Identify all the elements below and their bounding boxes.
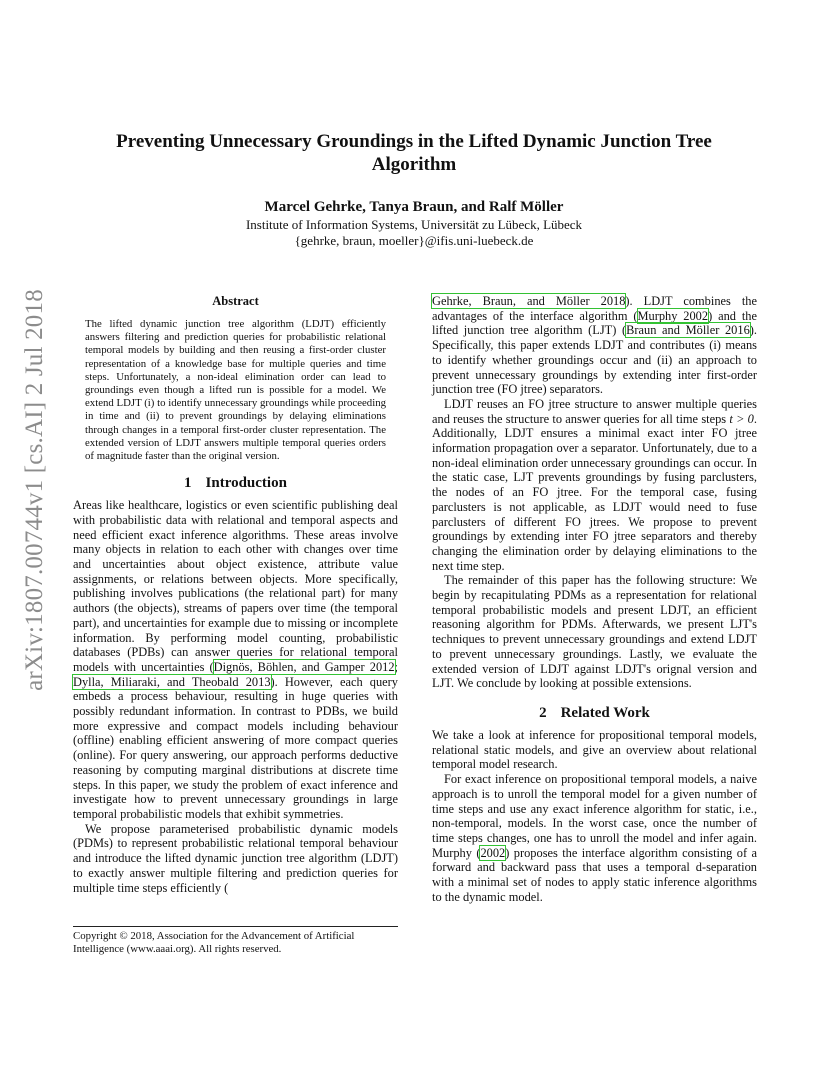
author-emails: {gehrke, braun, moeller}@ifis.uni-luebeck.de <box>294 233 534 248</box>
citation-link[interactable]: 2002 <box>480 845 506 860</box>
intro-p3-text-cont: . Additionally, LDJT ensures a minimal exact inter FO jtree information propagation over a separator. Unfortunately, due to a non-ideal elimination order unnecessary groundings can occur. In the static case, LJT prevents groundings by fusing parclusters, the nodes of an FO jtree. For the temporal case, fusing parclusters is not applicable, as LDJT would need to fuse parclusters of different FO jtrees. We propose to prevent groundings by extending inter FO jtree separators and thereby changing the elimination order by delaying eliminations to the next time step. <box>432 411 757 573</box>
copyright-footnote: Copyright © 2018, Association for the Advancement of Artificial Intelligence (www.aaai.org). All rights reserved. <box>73 926 398 956</box>
intro-p2-text-b: ). LDJT combines the advantages of the interface algorithm ( <box>432 294 757 323</box>
citation-link[interactable]: Dylla, Miliaraki, and Theobald 2013 <box>73 674 271 689</box>
intro-paragraph-3 <box>432 397 757 573</box>
citation-separator: ; <box>394 659 398 674</box>
intro-paragraph-4: The remainder of this paper has the following structure: We begin by recapitulating PDMs as a representation for relational temporal probabilistic models and present LDJT, an efficient reasoning algorithm for PDMs. Afterwards, we present LJT's techniques to prevent unnecessary groundings and extend LDJT to prevent unnecessary groundings. Lastly, we evaluate the extended version of LDJT against LDJT's orignal version and LJT. We conclude by looking at possible extensions. <box>432 573 757 691</box>
intro-paragraph-2-cont <box>432 294 757 397</box>
right-column <box>432 294 757 904</box>
abstract-text: The lifted dynamic junction tree algorithm (LDJT) efficiently answers filtering and prediction queries for probabilistic relational temporal models by building and then reusing a first-order cluster representation of a knowledge base for multiple queries and time steps. Unfortunately, a non-ideal elimination order can lead to groundings even though a lifted run is possible for a model. We extend LDJT (i) to identify unnecessary groundings while proceeding in time and (ii) to prevent groundings by delaying eliminations through changes in a temporal first-order cluster representation. The extended version of LDJT answers multiple temporal queries orders of magnitude faster than the original version. <box>85 318 386 463</box>
arxiv-identifier-text: arXiv:1807.00744v1 [cs.AI] 2 Jul 2018 <box>21 289 49 691</box>
section-number: 2 <box>539 704 547 721</box>
affiliation-block <box>80 217 748 249</box>
left-column <box>73 294 398 895</box>
related-paragraph-1: We take a look at inference for propositional temporal models, relational static models, and give an overview about relational temporal model research. <box>432 727 757 772</box>
citation-link[interactable]: Dignös, Böhlen, and Gamper 2012 <box>213 659 395 674</box>
affiliation: Institute of Information Systems, Universität zu Lübeck, Lübeck <box>245 217 583 232</box>
abstract-heading: Abstract <box>212 294 259 308</box>
intro-p1-text: Areas like healthcare, logistics or even scientific publishing deal with probabilistic data with relational and temporal aspects and need efficient exact inference algorithms. These areas involve many objects in relation to each other with changes over time and uncertainties about object existence, attribute value assignments, or relations between objects. More specifically, publishing involves publications (the relational part) for many authors (the objects), streams of papers over time (the temporal part), and uncertainties for example due to missing or incomplete information. By performing model counting, probabilistic databases (PDBs) can answer queries for relational temporal models with uncertainties ( <box>73 498 398 674</box>
author-list: Marcel Gehrke, Tanya Braun, and Ralf Möller <box>264 199 564 215</box>
inline-math: t > 0 <box>729 411 754 426</box>
related-p2-text: For exact inference on propositional temporal models, a naive approach is to unroll the temporal model for a given number of time steps and use any exact inference algorithm for static, i.e., non-temporal, models. In the worst case, once the number of time steps changes, one has to unroll the model and infer again. Murphy ( <box>432 772 757 860</box>
related-p2-text-cont: ) proposes the interface algorithm consisting of a forward and backward pass that uses a temporal d-separation with a minimal set of nodes to apply static inference algorithms to the dynamic model. <box>432 845 757 904</box>
section-title: Introduction <box>205 475 287 492</box>
arxiv-identifier-stamp <box>18 289 52 691</box>
intro-p3-text: LDJT reuses an FO jtree structure to answer multiple queries and reuses the structure to answer queries for all time steps <box>432 396 757 426</box>
section-number: 1 <box>184 475 192 492</box>
intro-p2-text: We propose parameterised probabilistic dynamic models (PDMs) to represent probabilistic relational temporal behaviour and introduce the lifted dynamic junction tree algorithm (LDJT) to exactly answer multiple filtering and prediction queries for multiple time steps efficiently ( <box>73 821 398 895</box>
citation-link[interactable]: Murphy 2002 <box>637 308 709 323</box>
intro-p2-text-c: ) and the lifted junction tree algorithm (LJT) ( <box>432 308 757 338</box>
intro-p1-text-cont: ). However, each query embeds a process behaviour, resulting in huge queries with possibly redundant information. In contrast to PDBs, we build more expressive and compact models including behaviour (offline) enabling efficient answering of more compact queries (online). For query answering, our approach performs deductive reasoning by computing marginal distributions at discrete time steps. In this paper, we study the problem of exact inference and investigate how to prevent unnecessary groundings in large temporal probabilistic models that exhibit symmetries. <box>73 674 398 821</box>
section-heading-related-work <box>432 705 757 722</box>
paper-title: Preventing Unnecessary Groundings in the Lifted Dynamic Junction Tree Algorithm <box>116 131 712 175</box>
citation-link[interactable]: Braun and Möller 2016 <box>626 323 750 338</box>
intro-p2-text-d: ). Specifically, this paper extends LDJT and contributes (i) means to identify whether groundings occur and (ii) an approach to prevent unnecessary groundings by extending inter first-order junction tree (FO jtree) separators. <box>432 323 758 397</box>
intro-paragraph-2-start <box>73 822 398 896</box>
related-paragraph-2 <box>432 772 757 904</box>
section-title: Related Work <box>560 704 650 721</box>
intro-paragraph-1 <box>73 498 398 821</box>
section-heading-introduction <box>73 475 398 492</box>
citation-link[interactable]: Gehrke, Braun, and Möller 2018 <box>432 294 626 308</box>
